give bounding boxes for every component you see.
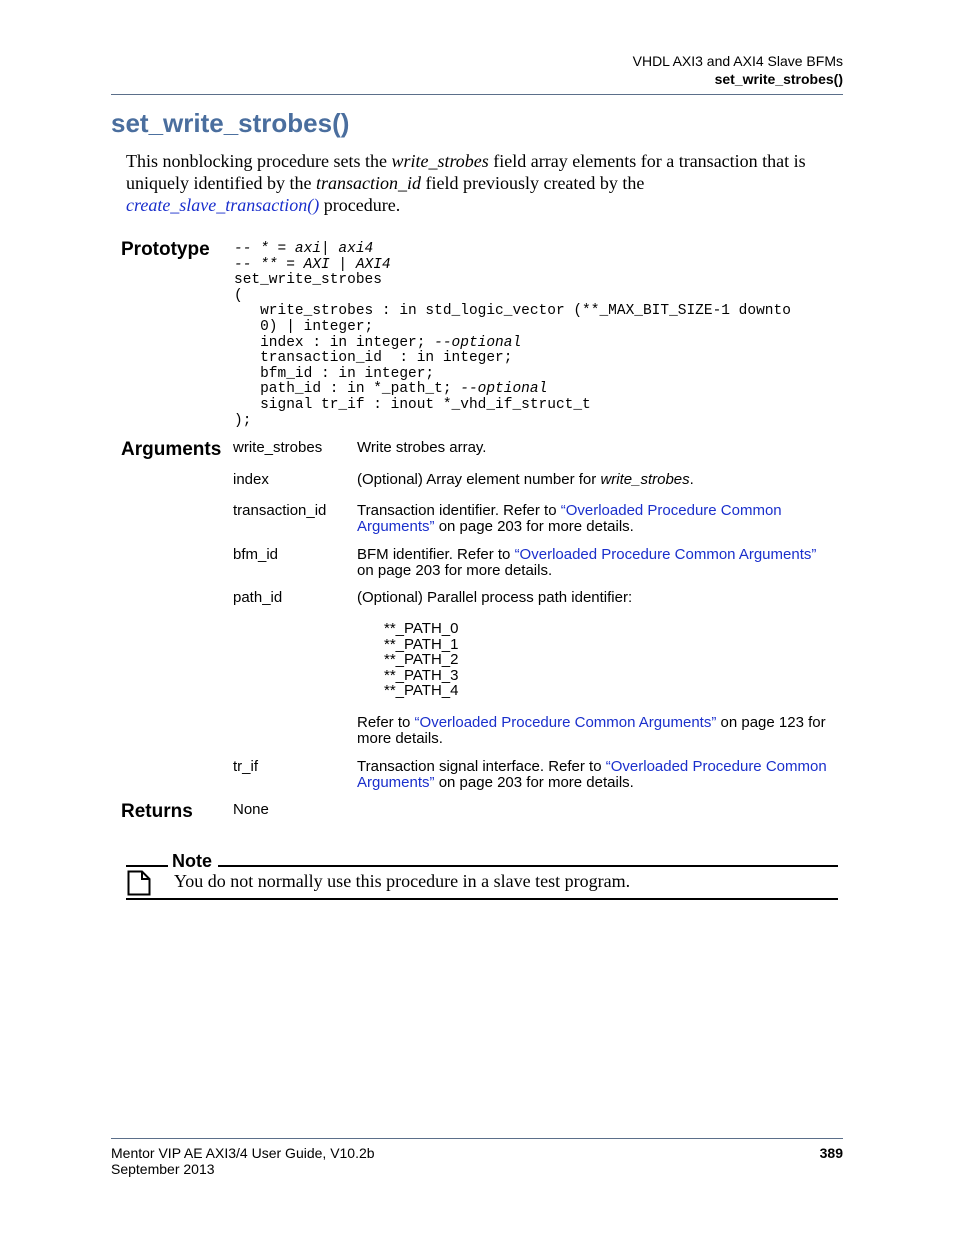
- arg-name-bfm-id: bfm_id: [233, 546, 279, 563]
- arg-desc-transaction-id: [357, 503, 852, 534]
- code-line: [234, 382, 791, 398]
- arg-desc-text: on page 123 for: [716, 714, 826, 731]
- arg-desc-text: BFM identifier. Refer to: [357, 546, 515, 563]
- arg-desc-text: Refer to: [357, 714, 415, 731]
- intro-text: field previously created by the: [420, 173, 645, 193]
- code-text: signal tr_if : inout *_vhd_if_struct_t: [234, 396, 591, 413]
- path-value: **_PATH_3: [384, 666, 459, 684]
- note-top-rule-right: [218, 865, 838, 867]
- footer-date: September 2013: [111, 1161, 215, 1177]
- code-text: bfm_id : in integer;: [234, 365, 435, 382]
- code-line: [234, 351, 791, 367]
- arg-name-transaction-id: transaction_id: [233, 502, 327, 519]
- page-title: set_write_strobes(): [111, 108, 350, 138]
- code-line: [234, 258, 791, 274]
- intro-text: procedure.: [323, 195, 401, 215]
- header-chapter: VHDL AXI3 and AXI4 Slave BFMs: [632, 53, 843, 69]
- note-text: You do not normally use this procedure in a slave test program.: [174, 871, 631, 891]
- footer-rule: [111, 1138, 843, 1139]
- prototype-code: [234, 242, 791, 429]
- arg-desc-text: more details.: [357, 729, 443, 747]
- running-header: [633, 52, 843, 88]
- arg-name-write-strobes: write_strobes: [233, 439, 323, 456]
- arg-name-index: index: [233, 471, 269, 488]
- arg-desc-text: on page 203 for more details.: [357, 561, 553, 579]
- overloaded-args-link[interactable]: Arguments”: [357, 773, 435, 791]
- note-top-rule-left: [126, 865, 168, 867]
- arg-desc-tr-if: [357, 759, 852, 790]
- arg-desc-index: [357, 472, 852, 488]
- code-line: [234, 320, 791, 336]
- arg-name-path-id: path_id: [233, 589, 283, 606]
- intro-emphasis: transaction_id: [315, 173, 421, 193]
- overloaded-args-link[interactable]: “Overloaded Procedure Common: [560, 502, 782, 519]
- path-value: **_PATH_1: [384, 635, 459, 653]
- code-line: [234, 289, 791, 305]
- code-comment: -- ** = AXI | AXI4: [234, 256, 391, 273]
- arg-desc-text: on page 203 for more details.: [434, 773, 634, 791]
- footer-guide: Mentor VIP AE AXI3/4 User Guide, V10.2b: [111, 1145, 375, 1161]
- intro-text: field array elements for a transaction that is uniquely identified by the: [126, 151, 806, 193]
- code-text: 0) | integer;: [234, 318, 374, 335]
- code-line: [234, 367, 791, 383]
- path-value: **_PATH_4: [384, 682, 459, 700]
- code-line: [234, 242, 791, 258]
- arg-desc-text: .: [689, 471, 694, 488]
- create-slave-transaction-link[interactable]: create_slave_transaction(): [126, 195, 320, 215]
- code-line: [234, 398, 791, 414]
- note-page-icon: [127, 870, 151, 896]
- intro-paragraph: [126, 150, 846, 216]
- code-line: [234, 414, 791, 430]
- path-id-values: [384, 621, 458, 699]
- arg-name-tr-if: tr_if: [233, 758, 259, 775]
- arg-desc-bfm-id: [357, 547, 852, 578]
- code-line: [234, 336, 791, 352]
- arg-desc-path-id-ref: [357, 715, 852, 746]
- code-text: (: [234, 287, 243, 304]
- arg-desc-text: on page 203 for more details.: [434, 517, 634, 535]
- returns-label: Returns: [121, 801, 193, 822]
- note-label: Note: [172, 851, 212, 871]
- code-comment: --optional: [434, 334, 522, 351]
- note-bottom-rule: [126, 898, 838, 900]
- code-comment: --optional: [460, 381, 548, 398]
- code-line: [234, 304, 791, 320]
- code-text: path_id : in *_path_t;: [234, 381, 461, 398]
- arg-desc-write-strobes: Write strobes array.: [357, 439, 487, 456]
- header-rule: [111, 94, 843, 95]
- arguments-label: Arguments: [121, 439, 222, 460]
- prototype-label: Prototype: [121, 239, 210, 260]
- path-value: **_PATH_0: [384, 620, 459, 637]
- overloaded-args-link[interactable]: “Overloaded Procedure Common: [605, 758, 827, 775]
- arg-desc-emphasis: write_strobes: [600, 471, 690, 488]
- arg-desc-path-id: (Optional) Parallel process path identifier:: [357, 589, 633, 606]
- page-number: 389: [819, 1145, 843, 1161]
- code-text: write_strobes : in std_logic_vector (**_MAX_BIT_SIZE-1 downto: [234, 303, 791, 320]
- code-comment: -- * = axi| axi4: [234, 241, 374, 257]
- header-section: set_write_strobes(): [714, 71, 843, 87]
- overloaded-args-link[interactable]: “Overloaded Procedure Common Arguments”: [514, 546, 817, 563]
- arg-desc-text: Transaction signal interface. Refer to: [357, 758, 606, 775]
- arg-desc-text: (Optional) Array element number for: [357, 471, 601, 488]
- code-text: set_write_strobes: [234, 272, 382, 289]
- arg-desc-text: Transaction identifier. Refer to: [357, 502, 561, 519]
- code-text: );: [234, 412, 252, 429]
- intro-emphasis: write_strobes: [391, 151, 489, 171]
- code-text: index : in integer;: [234, 334, 435, 351]
- path-value: **_PATH_2: [384, 651, 459, 669]
- overloaded-args-link[interactable]: Arguments”: [357, 517, 435, 535]
- intro-text: This nonblocking procedure sets the: [126, 151, 392, 171]
- code-line: [234, 273, 791, 289]
- returns-value: None: [233, 801, 269, 818]
- code-text: transaction_id : in integer;: [234, 350, 513, 367]
- overloaded-args-link[interactable]: “Overloaded Procedure Common Arguments”: [414, 714, 717, 731]
